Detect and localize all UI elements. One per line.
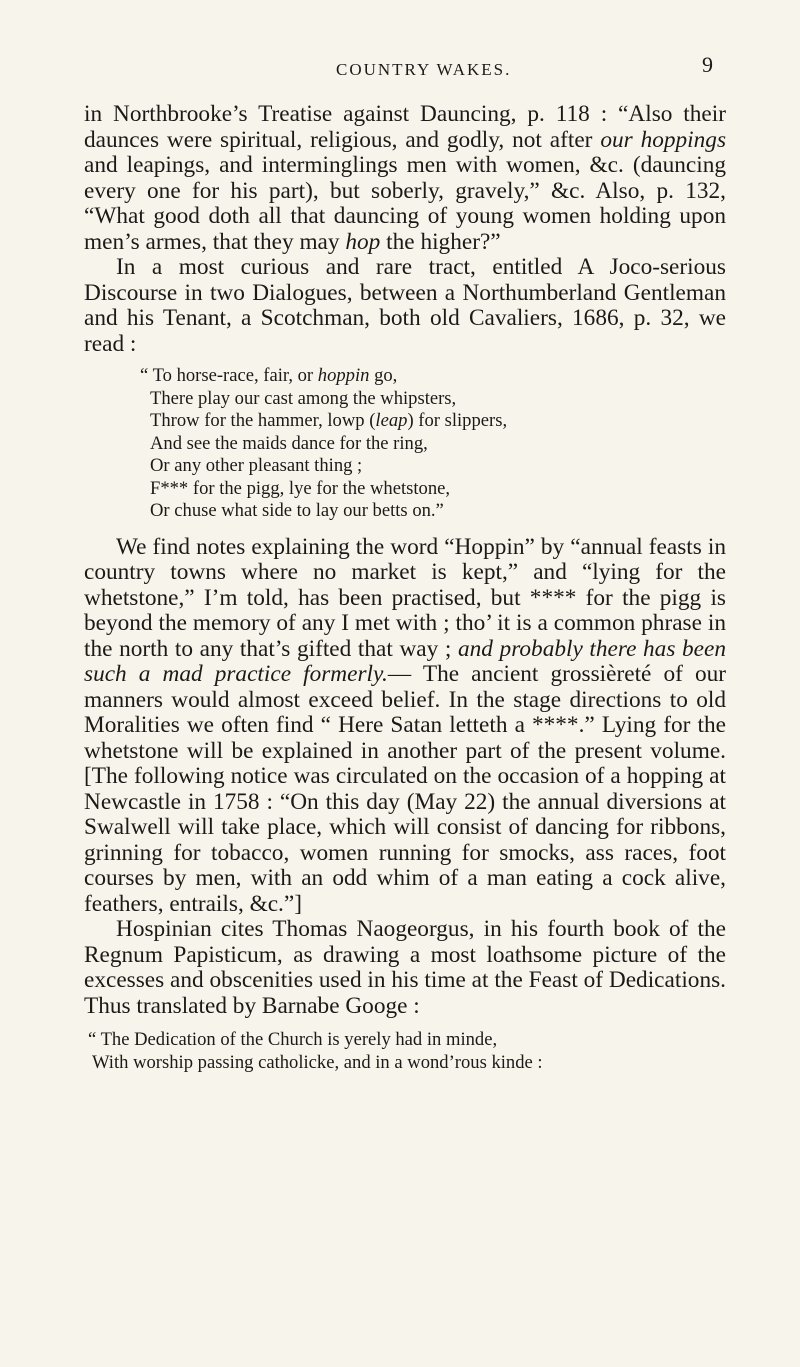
verse-line: “ The Dedication of the Church is yerely had in minde, — [88, 1029, 498, 1050]
verse-line: And see the maids dance for the ring, — [150, 432, 428, 454]
verse-quotation-googe — [84, 1029, 726, 1074]
italic-phrase: and probably there has been such a mad practice formerly. — [84, 635, 726, 687]
italic-word: hoppin — [317, 365, 370, 386]
text-run: We find notes explaining the word “Hoppin” by “annual feasts in country towns where no market is kept,” and “lying for the whetstone,” I’m told, has been practised, but **** for the pigg is beyond the memory of any I met with ; tho’ it is a common phrase in the north to any that’s gifted that way ; — [84, 533, 726, 662]
verse-quotation — [84, 365, 726, 523]
paragraph-joco-serious: In a most curious and rare tract, entitled A Joco-serious Discourse in two Dialogues, between a Northumberland Gentleman and his Tenant, a Scotchman, both old Cavaliers, 1686, p. 32, we read : — [84, 254, 726, 357]
text-run: and leapings, and interminglings men with women, &c. (dauncing every one for his part), but soberly, gravely,” &c. Also, p. 132, “What good doth all that dauncing of young women holding upon men’s armes, that they may — [84, 152, 726, 255]
text-run: Throw for the hammer, lowp ( — [150, 410, 376, 431]
verse-line: Or any other pleasant thing ; — [150, 455, 363, 476]
text-run: in Northbrooke’s Treatise against Dauncing, p. 118 : “Also their daunces were spiritual, religious, and godly, not after — [84, 101, 726, 153]
paragraph-northbrooke — [84, 102, 726, 255]
verse-line: F*** for the pigg, lye for the whetstone, — [150, 477, 451, 499]
body-text — [84, 102, 726, 1074]
text-run: the higher?” — [380, 228, 501, 255]
page-number: 9 — [702, 52, 713, 77]
text-run — [633, 127, 641, 153]
verse-line: There play our cast among the whipsters, — [150, 387, 457, 409]
paragraph-hospinian: Hospinian cites Thomas Naogeorgus, in his fourth book of the Regnum Papisticum, as drawing a most loathsome picture of the excesses and obscenities used in his time at the Feast of Dedications. Thus translated by Barnabe Googe : — [84, 916, 726, 1019]
italic-word: leap — [375, 410, 408, 431]
italic-word: hoppings — [640, 126, 727, 153]
verse-line: Or chuse what side to lay our betts on.” — [150, 500, 444, 521]
italic-word: our — [600, 126, 633, 153]
verse-line — [150, 410, 726, 433]
verse-line — [140, 365, 726, 388]
italic-word: hop — [345, 228, 381, 255]
page-header — [0, 48, 800, 88]
text-run: — The ancient grossièreté of our manners would almost exceed belief. In the stage directions to old Moralities we often find “ Here Satan letteth a ****.” Lying for the whetstone will be explained in another part of the present volume. [The following notice was circulated on the occasion of a hopping at Newcastle in 1758 : “On this day (May 22) the annual diversions at Swalwell will take place, which will consist of dancing for ribbons, grinning for tobacco, women running for smocks, ass races, foot courses by men, with an odd whim of a man eating a cock alive, feathers, entrails, &c.”] — [84, 661, 727, 917]
text-run: go, — [369, 365, 398, 386]
text-run: ) for slippers, — [407, 410, 508, 431]
verse-line: With worship passing catholicke, and in a wond’rous kinde : — [92, 1051, 543, 1073]
running-head: COUNTRY WAKES. — [336, 60, 512, 79]
paragraph-hoppin — [84, 535, 726, 918]
text-run: “ To horse-race, fair, or — [140, 365, 318, 386]
